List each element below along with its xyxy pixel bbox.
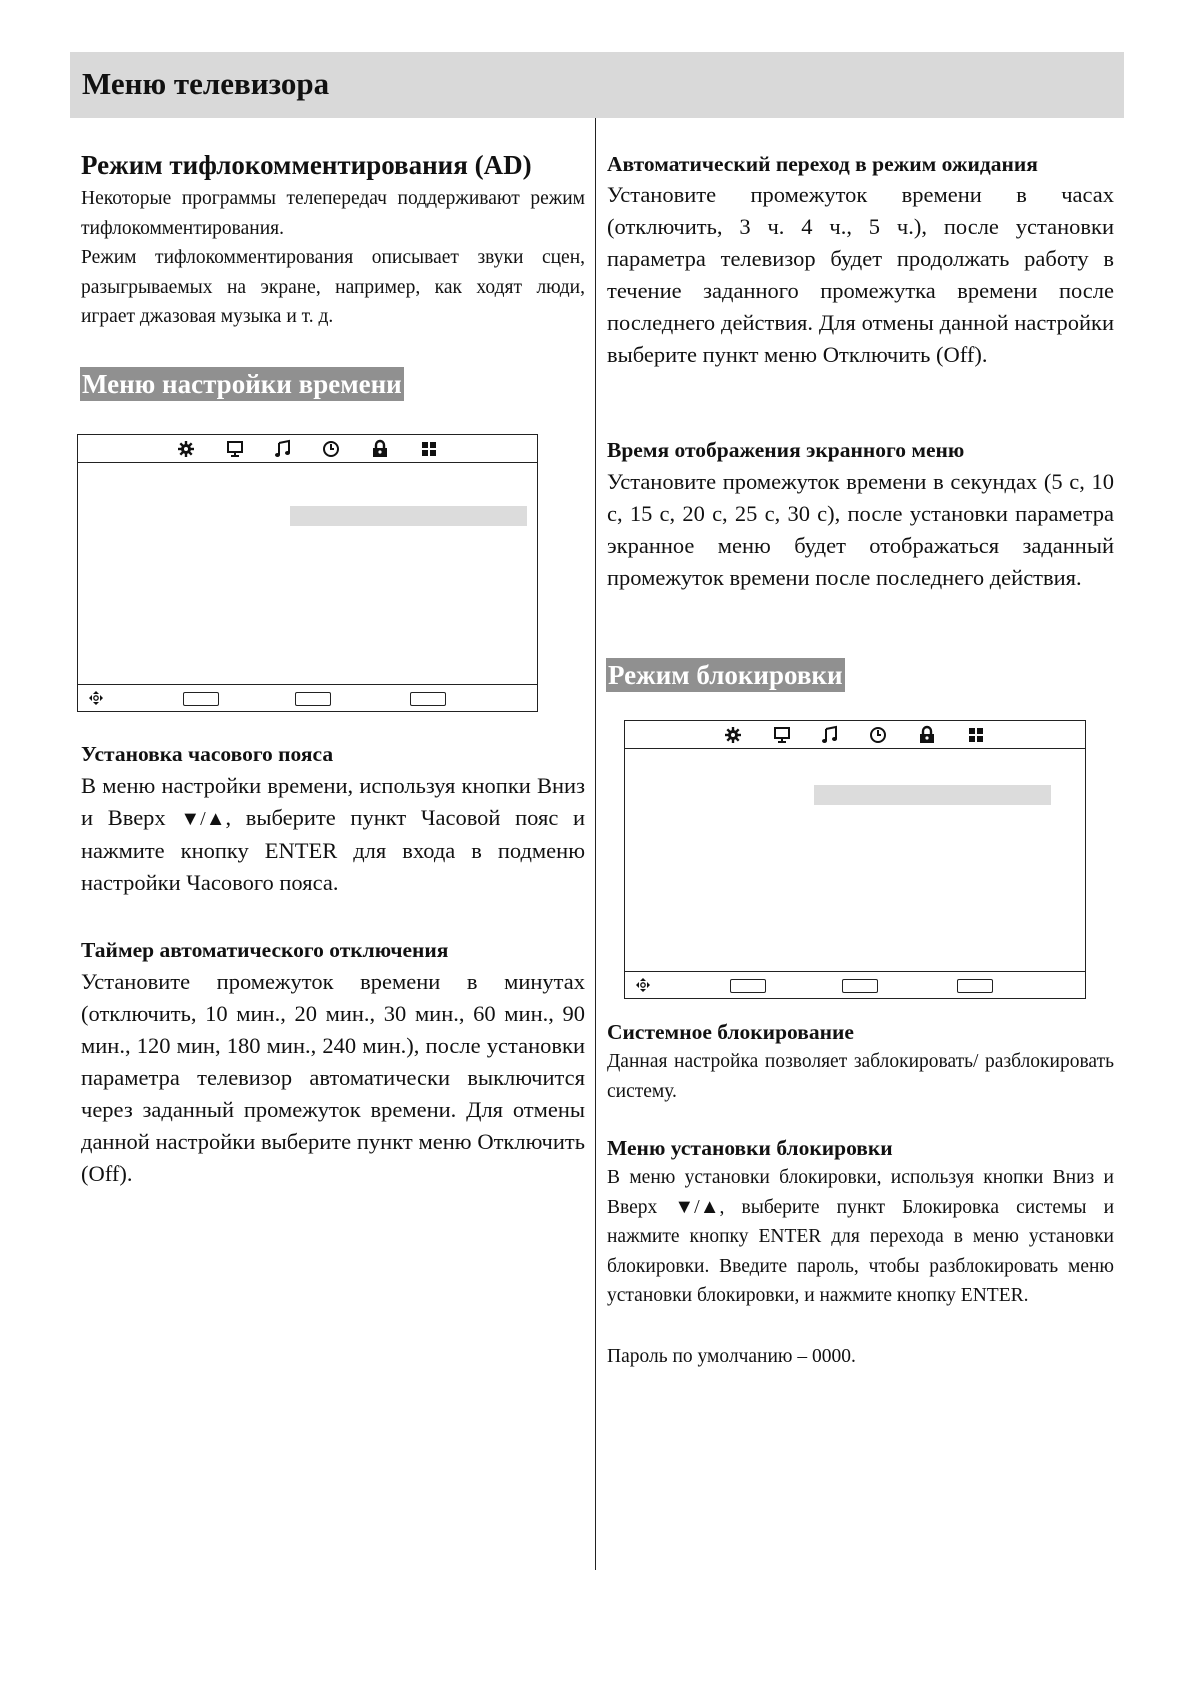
navigate-icon — [88, 690, 104, 706]
standby-paragraph: Установите промежуток времени в часах (отключить, 3 ч. 4 ч., 5 ч.), после установки параметра телевизор будет продолжать работу в течение заданного промежутка времени после последнего действия. Для отмены данной настройки выберите пункт меню Отключить (Off). — [607, 182, 1114, 367]
picture-icon — [225, 439, 245, 459]
hint-button-2 — [842, 979, 878, 993]
ad-paragraph-2: Режим тифлокомментирования описывает звуки сцен, разыгрываемых на экране, например, как ходят люди, играет джазовая музыка и т. д. — [81, 247, 585, 327]
lock-menu-screenshot — [624, 720, 1086, 999]
down-up-arrows-icon: ▼/▲ — [180, 808, 226, 830]
time-menu-heading: Меню настройки времени — [82, 369, 402, 399]
hint-button-1 — [183, 692, 219, 706]
timezone-title: Установка часового пояса — [81, 742, 334, 766]
picture-icon — [772, 725, 792, 745]
tv-menu-hintbar — [625, 971, 1085, 998]
osd-time-paragraph: Установите промежуток времени в секундах (5 с, 10 с, 15 с, 20 с, 25 с, 30 с), после установки параметра экранное меню будет отображаться заданный промежуток времени после последнего действия. — [607, 469, 1114, 590]
system-lock-paragraph: Данная настройка позволяет заблокировать/ разблокировать систему. — [607, 1051, 1114, 1102]
lock-menu-text-before: В меню установки блокировки, используя кнопки Вниз и Вверх — [607, 1167, 1114, 1218]
clock-icon — [321, 439, 341, 459]
timezone-paragraph — [81, 770, 585, 899]
settings-icon — [176, 439, 196, 459]
default-password-line: Пароль по умолчанию – 0000. — [607, 1346, 856, 1367]
sound-icon — [273, 439, 293, 459]
hint-button-3 — [957, 979, 993, 993]
apps-icon — [966, 725, 986, 745]
ad-paragraph-1: Некоторые программы телепередач поддерживают режим тифлокомментирования. — [81, 188, 585, 239]
apps-icon — [419, 439, 439, 459]
sound-icon — [820, 725, 840, 745]
lock-menu-text-after: , выберите пункт Блокировка системы и нажмите кнопку ENTER для перехода в меню установки блокировки. Введите пароль, чтобы разблокировать меню установки блокировки, и нажмите кнопку ENTER. — [607, 1196, 1115, 1306]
hint-button-2 — [295, 692, 331, 706]
tv-menu-hintbar — [78, 684, 537, 711]
system-lock-title: Системное блокирование — [607, 1020, 854, 1044]
lock-menu-paragraph — [607, 1163, 1114, 1311]
ad-section-title: Режим тифлокомментирования (AD) — [81, 150, 532, 180]
timezone-text-before: В меню настройки времени, используя кнопки Вниз и Вверх — [81, 773, 585, 830]
lock-mode-heading: Режим блокировки — [608, 660, 843, 690]
down-up-arrows-icon: ▼/▲ — [674, 1195, 720, 1218]
lock-icon — [917, 725, 937, 745]
osd-time-title: Время отображения экранного меню — [607, 438, 965, 462]
lock-icon — [370, 439, 390, 459]
lock-menu-title: Меню установки блокировки — [607, 1136, 893, 1160]
hint-button-1 — [730, 979, 766, 993]
clock-icon — [868, 725, 888, 745]
tv-menu-tabbar — [625, 721, 1085, 749]
tv-menu-tabbar — [78, 435, 537, 463]
hint-button-3 — [410, 692, 446, 706]
navigate-icon — [635, 977, 651, 993]
column-divider — [595, 118, 596, 1570]
tv-menu-selected-row — [290, 506, 527, 526]
standby-title: Автоматический переход в режим ожидания — [607, 152, 1038, 176]
tv-menu-selected-row — [814, 785, 1051, 805]
time-menu-screenshot — [77, 434, 538, 712]
sleep-timer-title: Таймер автоматического отключения — [81, 938, 449, 962]
sleep-timer-paragraph: Установите промежуток времени в минутах (отключить, 10 мин., 20 мин., 30 мин., 60 мин., 90 мин., 120 мин, 180 мин., 240 мин.), после установки параметра телевизор автоматически выключится через заданный промежуток времени. Для отмены данной настройки выберите пункт меню Отключить (Off). — [81, 969, 585, 1186]
timezone-text-after: , выберите пункт Часовой пояс и нажмите кнопку ENTER для входа в подменю настройки Часового пояса. — [81, 805, 586, 895]
settings-icon — [723, 725, 743, 745]
page-title: Меню телевизора — [82, 66, 330, 101]
